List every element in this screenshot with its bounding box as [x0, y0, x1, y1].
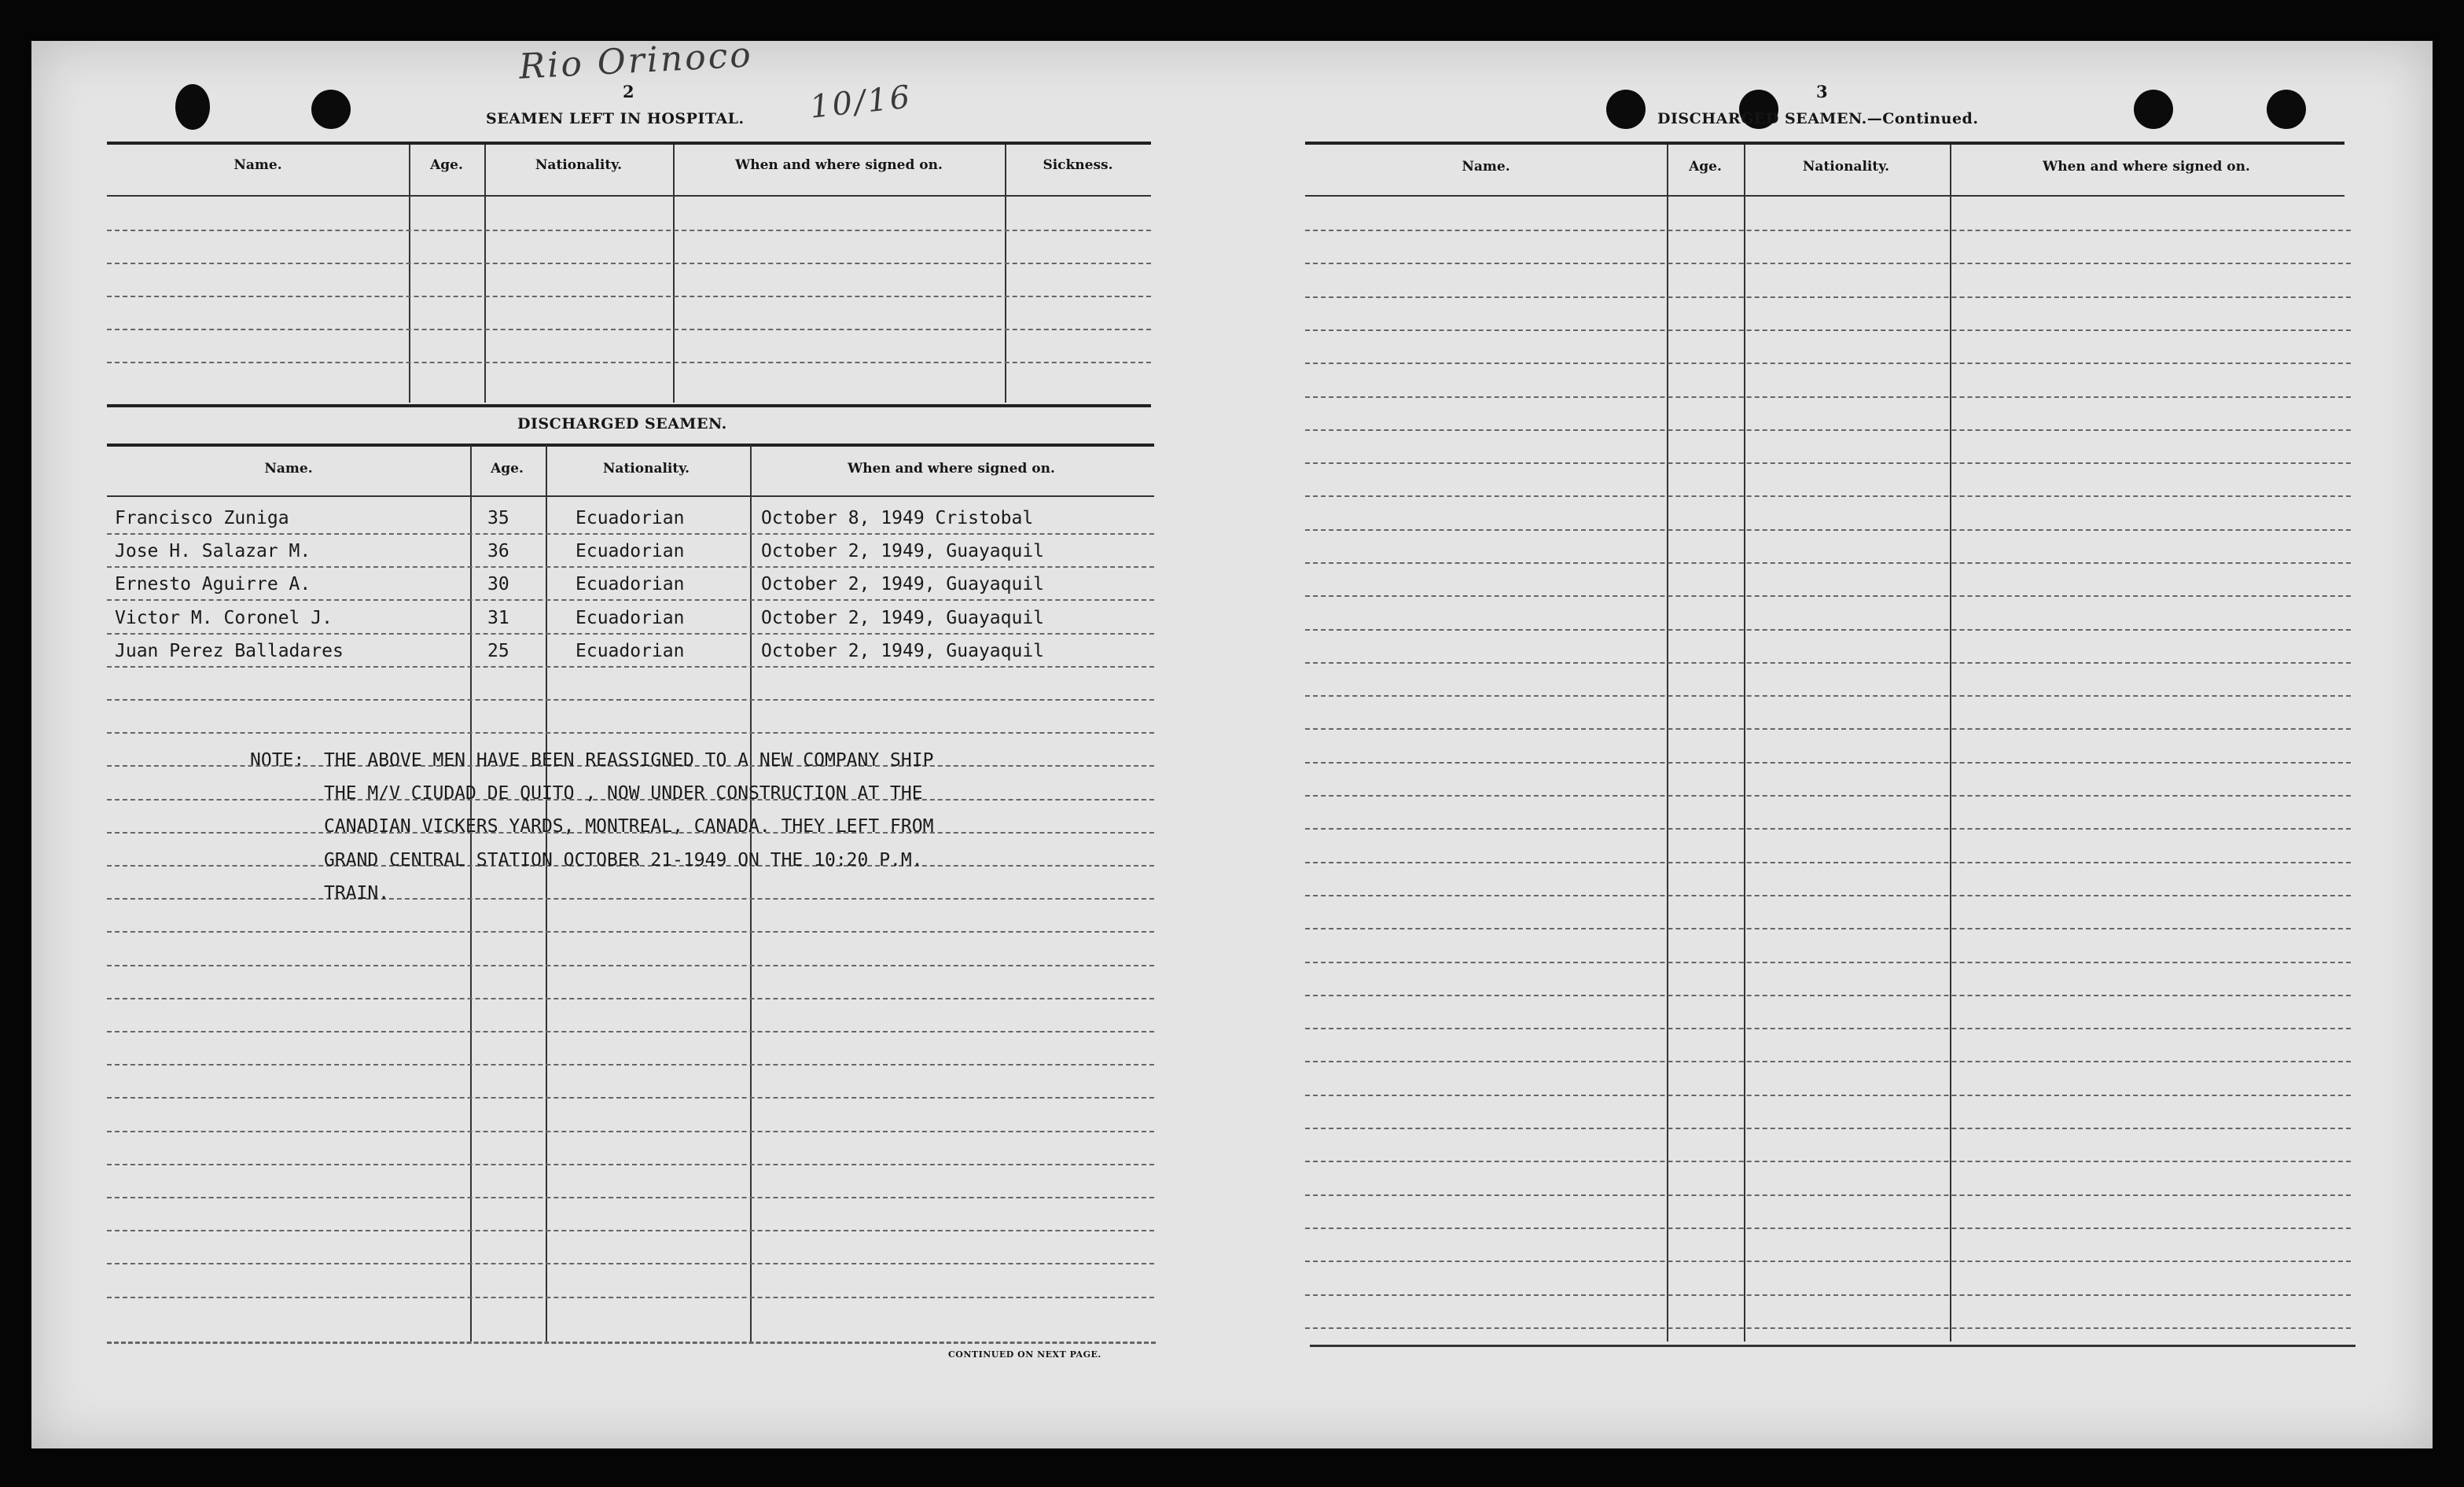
- ruled-line: [107, 296, 1151, 297]
- column-divider: [470, 445, 472, 1342]
- ruled-line: [107, 898, 1154, 900]
- column-header: When and where signed on.: [2043, 159, 2250, 175]
- ruled-line: [107, 263, 1151, 264]
- ruled-line: [107, 1263, 1154, 1264]
- ruled-line: [107, 965, 1154, 966]
- cell-age: 25: [487, 641, 509, 661]
- ruled-line: [1305, 1294, 2351, 1296]
- ruled-line: [107, 732, 1154, 734]
- cell-signed-on: October 8, 1949 Cristobal: [761, 508, 1034, 528]
- column-header: When and where signed on.: [848, 461, 1055, 477]
- ruled-line: [1305, 1095, 2351, 1096]
- cell-name: Victor M. Coronel J.: [115, 608, 333, 628]
- cell-nationality: Ecuadorian: [576, 541, 685, 561]
- ruled-line: [107, 1342, 1156, 1344]
- column-header: Name.: [264, 461, 313, 477]
- handwritten-ship-name: Rio Orinoco: [517, 35, 754, 87]
- note-line: GRAND CENTRAL STATION OCTOBER 21-1949 ON THE 10:20 P.M.: [324, 850, 923, 870]
- column-divider: [750, 445, 752, 1342]
- rule: [107, 495, 1154, 497]
- ruled-line: [107, 1064, 1154, 1066]
- column-header: Age.: [1689, 159, 1722, 175]
- continued-footer: CONTINUED ON NEXT PAGE.: [948, 1349, 1101, 1360]
- ruled-line: [1305, 595, 2351, 597]
- ruled-line: [1305, 1228, 2351, 1229]
- column-divider: [546, 445, 547, 1342]
- note-line: THE ABOVE MEN HAVE BEEN REASSIGNED TO A NEW COMPANY SHIP: [324, 750, 934, 771]
- cell-name: Francisco Zuniga: [115, 508, 289, 528]
- ruled-line: [1305, 462, 2351, 464]
- cell-age: 35: [487, 508, 509, 528]
- cell-name: Jose H. Salazar M.: [115, 541, 311, 561]
- page-number-right: 3: [1816, 82, 1828, 101]
- ruled-line: [1305, 529, 2351, 531]
- cell-nationality: Ecuadorian: [576, 574, 685, 594]
- ruled-line: [107, 1197, 1154, 1198]
- ruled-line: [107, 931, 1154, 933]
- rule: [1305, 195, 2344, 197]
- column-header: Nationality.: [535, 157, 623, 173]
- column-header: Name.: [234, 157, 282, 173]
- ruled-line: [107, 599, 1154, 601]
- ruled-line: [1305, 329, 2351, 331]
- cell-name: Ernesto Aguirre A.: [115, 574, 311, 594]
- ruled-line: [1305, 296, 2351, 298]
- ruled-line: [1305, 962, 2351, 963]
- ruled-line: [1305, 363, 2351, 364]
- ruled-line: [1305, 828, 2351, 830]
- cell-nationality: Ecuadorian: [576, 508, 685, 528]
- cell-nationality: Ecuadorian: [576, 608, 685, 628]
- ruled-line: [107, 1031, 1154, 1032]
- column-header: Age.: [430, 157, 463, 173]
- column-header: Name.: [1462, 159, 1510, 175]
- cell-age: 36: [487, 541, 509, 561]
- ruled-line: [107, 1164, 1154, 1165]
- cell-age: 31: [487, 608, 509, 628]
- rule: [107, 404, 1151, 407]
- ruled-line: [1305, 1327, 2351, 1329]
- right-section-title: DISCHARGED SEAMEN.—Continued.: [1657, 110, 1979, 127]
- ruled-line: [1305, 1061, 2351, 1062]
- ruled-line: [1305, 230, 2351, 231]
- ruled-line: [1305, 263, 2351, 264]
- ruled-line: [1305, 429, 2351, 431]
- cell-signed-on: October 2, 1949, Guayaquil: [761, 608, 1045, 628]
- ruled-line: [1305, 695, 2351, 697]
- ruled-line: [107, 633, 1154, 635]
- rule: [107, 195, 1151, 197]
- ruled-line: [1305, 662, 2351, 664]
- document-sheet: [31, 35, 2433, 1448]
- ruled-line: [107, 1230, 1154, 1231]
- column-header: Nationality.: [1802, 159, 1890, 175]
- ruled-line: [1305, 396, 2351, 398]
- column-header: Age.: [491, 461, 524, 477]
- punch-hole: [1606, 90, 1646, 129]
- ruled-line: [107, 998, 1154, 999]
- cell-signed-on: October 2, 1949, Guayaquil: [761, 541, 1045, 561]
- ruled-line: [1305, 1161, 2351, 1162]
- cell-age: 30: [487, 574, 509, 594]
- ruled-line: [107, 566, 1154, 568]
- rule: [1305, 142, 2344, 145]
- ruled-line: [107, 1297, 1154, 1298]
- column-divider: [484, 145, 486, 403]
- cell-nationality: Ecuadorian: [576, 641, 685, 661]
- punch-hole: [311, 90, 351, 129]
- rule: [107, 142, 1151, 145]
- ruled-line: [1305, 995, 2351, 996]
- ruled-line: [107, 230, 1151, 231]
- ruled-line: [1305, 795, 2351, 797]
- handwritten-mark: 10/16: [807, 79, 914, 126]
- ruled-line: [107, 666, 1154, 668]
- note-label: NOTE:: [250, 750, 305, 771]
- ruled-line: [1305, 895, 2351, 896]
- ruled-line: [1305, 862, 2351, 863]
- hospital-section-title: SEAMEN LEFT IN HOSPITAL.: [486, 110, 745, 127]
- note-line: TRAIN.: [324, 883, 390, 904]
- ruled-line: [1305, 1261, 2351, 1262]
- ruled-line: [1305, 728, 2351, 730]
- ruled-line: [1305, 562, 2351, 564]
- column-divider: [409, 145, 410, 403]
- rule: [107, 444, 1154, 447]
- cell-name: Juan Perez Balladares: [115, 641, 344, 661]
- note-line: THE M/V CIUDAD DE QUITO , NOW UNDER CONSTRUCTION AT THE: [324, 783, 923, 804]
- column-header: Sickness.: [1043, 157, 1113, 173]
- cell-signed-on: October 2, 1949, Guayaquil: [761, 574, 1045, 594]
- ruled-line: [1305, 629, 2351, 631]
- cell-signed-on: October 2, 1949, Guayaquil: [761, 641, 1045, 661]
- ruled-line: [107, 329, 1151, 330]
- page-number-left: 2: [623, 82, 634, 101]
- ruled-line: [107, 362, 1151, 363]
- punch-hole: [2134, 90, 2173, 129]
- ruled-line: [107, 699, 1154, 701]
- ruled-line: [1310, 1345, 2356, 1347]
- ruled-line: [107, 1131, 1154, 1132]
- ruled-line: [107, 1097, 1154, 1099]
- ruled-line: [1305, 1128, 2351, 1129]
- ruled-line: [1305, 762, 2351, 764]
- column-header: Nationality.: [602, 461, 690, 477]
- ruled-line: [1305, 928, 2351, 929]
- note-line: CANADIAN VICKERS YARDS, MONTREAL, CANADA. THEY LEFT FROM: [324, 816, 934, 837]
- punch-hole: [175, 84, 210, 130]
- ruled-line: [1305, 1028, 2351, 1029]
- discharged-section-title: DISCHARGED SEAMEN.: [517, 415, 727, 432]
- column-divider: [673, 145, 675, 403]
- punch-hole: [2267, 90, 2306, 129]
- ruled-line: [1305, 495, 2351, 497]
- column-divider: [1005, 145, 1006, 403]
- ruled-line: [107, 533, 1154, 535]
- ruled-line: [1305, 1194, 2351, 1196]
- column-header: When and where signed on.: [735, 157, 943, 173]
